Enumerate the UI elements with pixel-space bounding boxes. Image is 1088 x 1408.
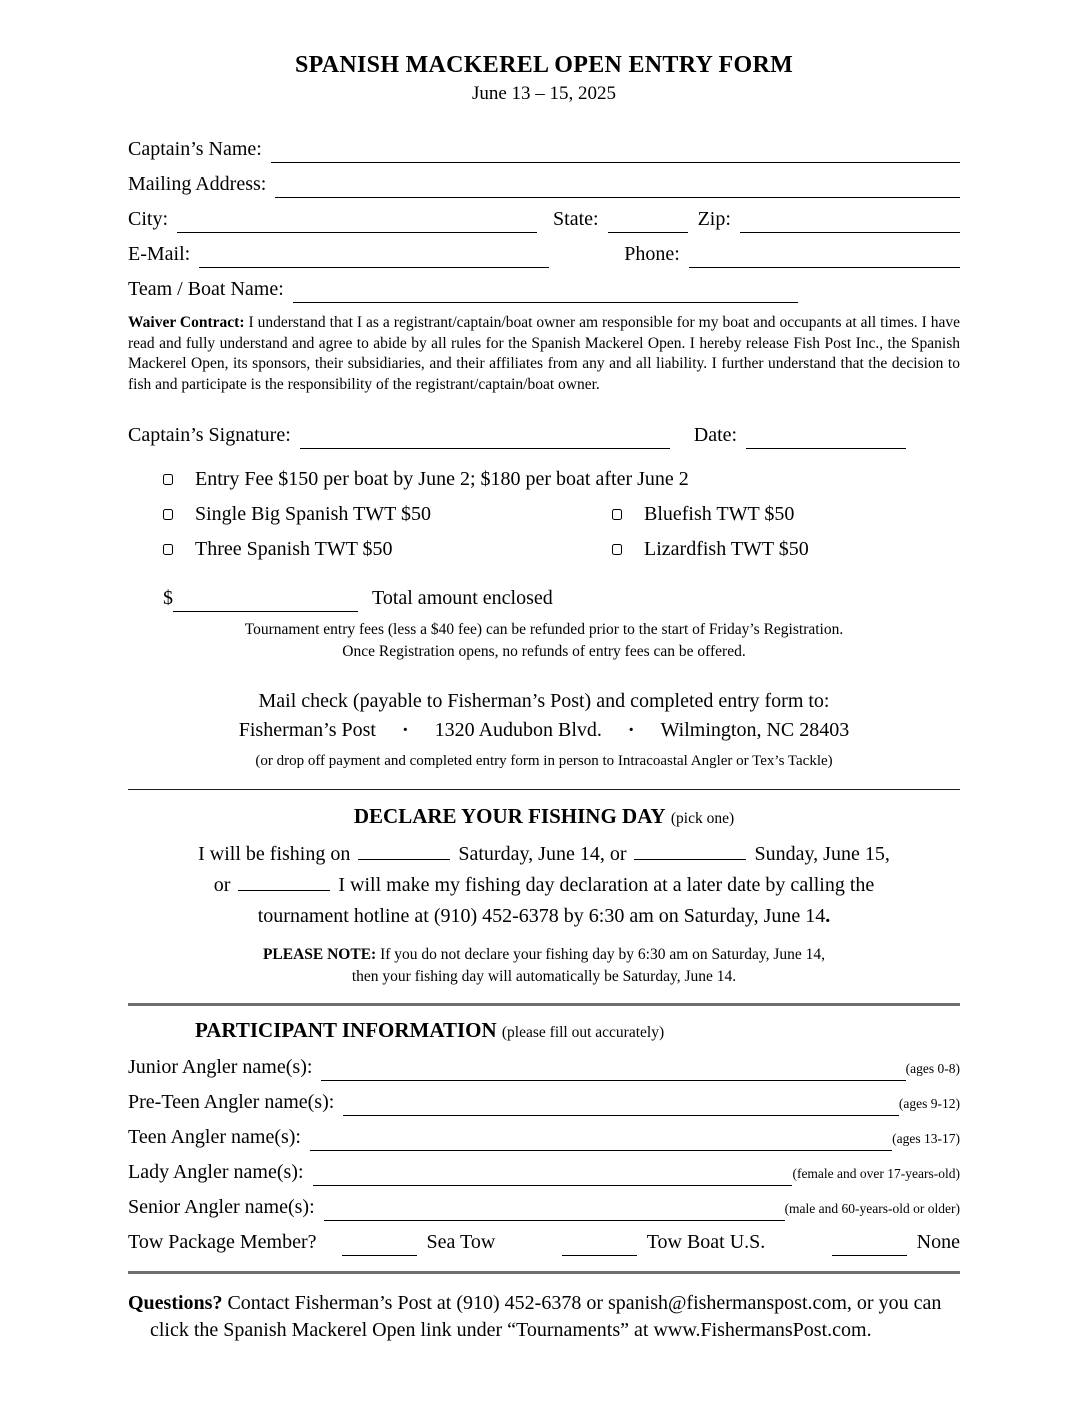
contact-section [128, 135, 960, 303]
fishing-day-line2 [128, 870, 960, 901]
mailing-address-field[interactable] [275, 172, 960, 198]
single-big-spanish-checkbox[interactable] [163, 509, 173, 520]
captains-name-row [128, 135, 960, 163]
section-divider-thin [128, 789, 960, 790]
city-label: City: [128, 208, 169, 230]
preteen-angler-note: (ages 9-12) [898, 1096, 960, 1112]
zip-field[interactable] [740, 207, 960, 233]
date-field[interactable] [746, 423, 906, 449]
sea-tow-label: Sea Tow [426, 1231, 496, 1254]
teen-angler-field[interactable] [310, 1125, 892, 1151]
junior-angler-note: (ages 0-8) [905, 1061, 960, 1077]
bluefish-item [612, 500, 960, 528]
participant-rows [128, 1053, 960, 1256]
mailing-address-row [128, 170, 960, 198]
refund-note [128, 619, 960, 663]
state-label: State: [553, 208, 599, 230]
footer-divider-thick [128, 1271, 960, 1274]
email-field[interactable] [199, 242, 549, 268]
mail-line1: Mail check (payable to Fisherman’s Post) and completed entry form to: [258, 690, 830, 713]
date-label: Date: [693, 424, 738, 447]
questions-label: Questions? [128, 1292, 223, 1315]
team-boat-label: Team / Boat Name: [128, 278, 284, 300]
fishing-day-line3 [128, 901, 960, 932]
total-label: Total amount enclosed [372, 587, 553, 610]
fishing-day-line1 [128, 839, 960, 870]
fishing-line3-text: tournament hotline at (910) 452-6378 by 6:30 am on Saturday, June 14 [257, 905, 826, 928]
senior-angler-row [128, 1193, 960, 1221]
zip-label: Zip: [697, 208, 731, 230]
lady-angler-field[interactable] [313, 1160, 793, 1186]
fishing-line1-text-a: I will be fishing on [198, 843, 351, 866]
signature-row [128, 421, 960, 449]
questions-text1: Contact Fisherman’s Post at (910) 452-6378 or spanish@fishermanspost.com, or you can [227, 1292, 942, 1315]
lizardfish-label: Lizardfish TWT $50 [644, 538, 809, 561]
mailing-instructions [128, 687, 960, 773]
refund-note-line1: Tournament entry fees (less a $40 fee) can be refunded prior to the start of Friday’s Registration. [244, 621, 844, 639]
fishing-line1-text-c: Sunday, June 15, [754, 843, 890, 866]
teen-angler-label: Teen Angler name(s): [128, 1126, 301, 1149]
teen-angler-note: (ages 13-17) [892, 1131, 960, 1147]
lady-angler-note: (female and over 17-years-old) [792, 1166, 960, 1182]
fishing-line2-text-b: I will make my fishing day declaration at a later date by calling the [338, 874, 875, 897]
dot-separator: · [402, 719, 409, 742]
entry-fee-checkbox[interactable] [163, 474, 173, 485]
bluefish-label: Bluefish TWT $50 [644, 503, 795, 526]
questions-block [128, 1290, 960, 1343]
dot-separator: · [627, 719, 635, 742]
team-boat-field[interactable] [293, 277, 798, 303]
three-spanish-item [163, 535, 612, 563]
please-note-text1: If you do not declare your fishing day by 6:30 am on Saturday, June 14, [380, 946, 826, 964]
none-label: None [916, 1231, 960, 1254]
preteen-angler-field[interactable] [343, 1090, 899, 1116]
preteen-angler-label: Pre-Teen Angler name(s): [128, 1091, 335, 1114]
dropoff-note: (or drop off payment and completed entry form in person to Intracoastal Angler or Tex’s Tackle) [255, 753, 833, 770]
team-boat-row [128, 275, 960, 303]
participant-title-note: (please fill out accurately) [501, 1024, 665, 1042]
fee-options [163, 465, 960, 570]
please-note-label: PLEASE NOTE: [262, 946, 377, 964]
twt-options-row1 [163, 500, 960, 535]
city-state-zip-row [128, 205, 960, 233]
saturday-choice-blank[interactable] [358, 840, 450, 860]
tow-package-label: Tow Package Member? [128, 1231, 317, 1254]
fishing-day-section-title [128, 804, 960, 829]
fishing-line1-text-b: Saturday, June 14, or [458, 843, 627, 866]
three-spanish-checkbox[interactable] [163, 544, 173, 555]
questions-line2: click the Spanish Mackerel Open link under “Tournaments” at www.FishermansPost.com. [150, 1318, 872, 1341]
total-amount-field[interactable] [173, 586, 358, 612]
mailing-address-label: Mailing Address: [128, 173, 267, 195]
state-field[interactable] [608, 207, 688, 233]
fishing-line3-period: . [825, 905, 831, 928]
senior-angler-label: Senior Angler name(s): [128, 1196, 315, 1219]
please-note [128, 944, 960, 988]
phone-label: Phone: [624, 243, 680, 265]
form-title: SPANISH MACKEREL OPEN ENTRY FORM [294, 52, 794, 78]
teen-angler-row [128, 1123, 960, 1151]
mail-city: Wilmington, NC 28403 [660, 719, 850, 742]
tow-boat-us-label: Tow Boat U.S. [646, 1231, 766, 1254]
lizardfish-checkbox[interactable] [612, 544, 622, 555]
bluefish-checkbox[interactable] [612, 509, 622, 520]
total-row [163, 584, 960, 612]
fishing-day-title-note: (pick one) [670, 810, 735, 828]
participant-section-title [195, 1018, 960, 1043]
section-divider-thick [128, 1003, 960, 1006]
signature-field[interactable] [300, 423, 670, 449]
please-note-line1 [128, 944, 960, 966]
mail-address-line [128, 716, 960, 745]
questions-line1 [128, 1290, 960, 1316]
junior-angler-label: Junior Angler name(s): [128, 1056, 313, 1079]
later-choice-blank[interactable] [238, 871, 330, 891]
sunday-choice-blank[interactable] [634, 840, 746, 860]
waiver-paragraph [128, 313, 960, 395]
refund-note-line2: Once Registration opens, no refunds of entry fees can be offered. [342, 643, 746, 661]
fishing-day-title: DECLARE YOUR FISHING DAY [353, 804, 666, 829]
sea-tow-blank[interactable] [342, 1230, 417, 1256]
email-phone-row [128, 240, 960, 268]
currency-symbol: $ [163, 587, 173, 610]
none-blank[interactable] [832, 1230, 907, 1256]
entry-fee-label: Entry Fee $150 per boat by June 2; $180 per boat after June 2 [195, 468, 689, 491]
mail-name: Fisherman’s Post [238, 719, 376, 742]
waiver-label: Waiver Contract: [128, 314, 245, 331]
entry-fee-item [163, 465, 960, 493]
lizardfish-item [612, 535, 960, 563]
twt-options-row2 [163, 535, 960, 570]
junior-angler-field[interactable] [321, 1055, 905, 1081]
lady-angler-label: Lady Angler name(s): [128, 1161, 304, 1184]
tow-boat-us-blank[interactable] [562, 1230, 637, 1256]
please-note-line2: then your fishing day will automatically be Saturday, June 14. [351, 968, 737, 986]
captains-name-field[interactable] [271, 137, 960, 163]
fishing-line2-text-a: or [213, 874, 231, 897]
email-label: E-Mail: [128, 243, 191, 265]
junior-angler-row [128, 1053, 960, 1081]
single-big-spanish-item [163, 500, 612, 528]
waiver-text: I understand that I as a registrant/captain/boat owner am responsible for my boat and occupants at all times. I have read and fully understand and agree to abide by all rules for the Spanish Mackerel Open. I hereby release Fish Post Inc., the Spanish Mackerel Open, its sponsors, their subsidiaries, and their affiliates from any and all liability. I further understand that the decision to fish and participate is the responsibility of the registrant/captain/boat owner. [128, 314, 960, 393]
three-spanish-label: Three Spanish TWT $50 [195, 538, 393, 561]
participant-title: PARTICIPANT INFORMATION [195, 1018, 497, 1043]
phone-field[interactable] [689, 242, 960, 268]
preteen-angler-row [128, 1088, 960, 1116]
mail-street: 1320 Audubon Blvd. [434, 719, 602, 742]
city-field[interactable] [177, 207, 537, 233]
signature-label: Captain’s Signature: [128, 424, 291, 447]
form-dates: June 13 – 15, 2025 [471, 83, 617, 104]
lady-angler-row [128, 1158, 960, 1186]
single-big-spanish-label: Single Big Spanish TWT $50 [195, 503, 431, 526]
tow-package-row [128, 1228, 960, 1256]
senior-angler-note: (male and 60-years-old or older) [784, 1201, 960, 1217]
senior-angler-field[interactable] [324, 1195, 785, 1221]
fishing-day-declaration [128, 839, 960, 932]
captains-name-label: Captain’s Name: [128, 138, 262, 160]
